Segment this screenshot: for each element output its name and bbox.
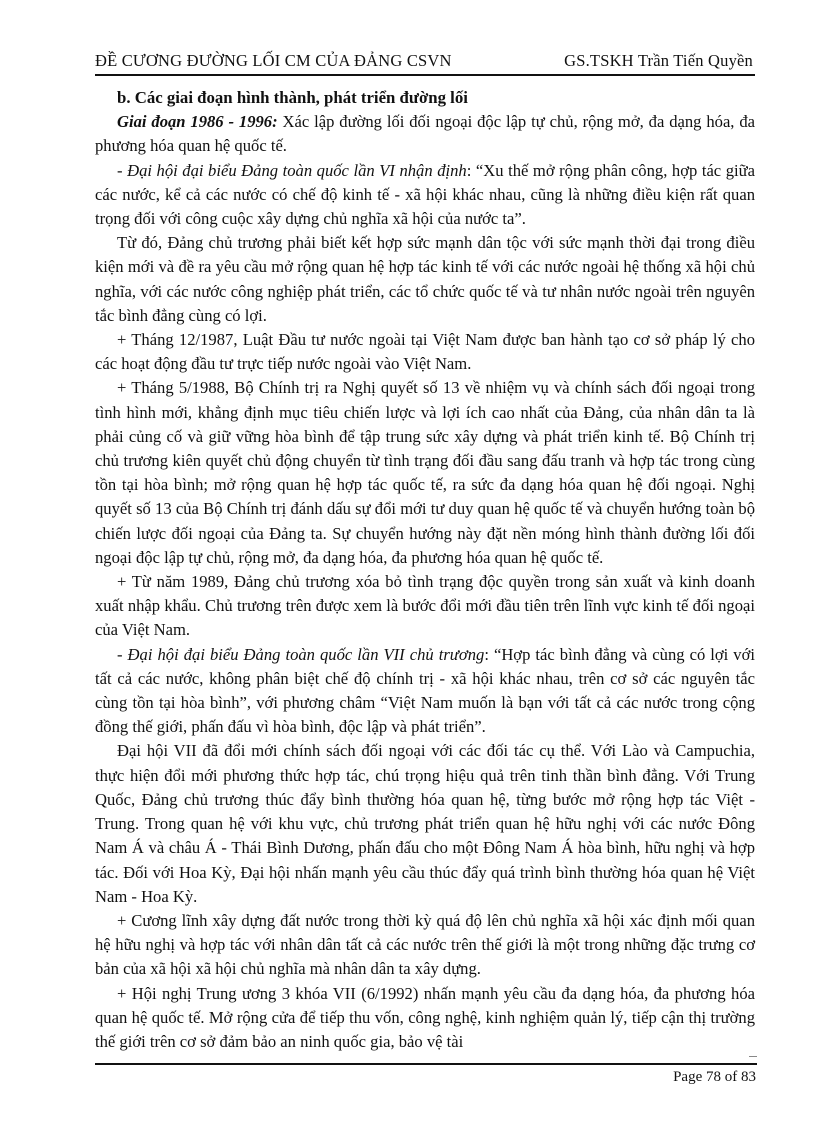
paragraph-4: + Tháng 12/1987, Luật Đầu tư nước ngoài tại Việt Nam được ban hành tạo cơ sở pháp lý cho các hoạt động đầu tư trực tiếp nước ngoài vào Việt Nam. xyxy=(95,330,755,374)
paragraph-6: + Từ năm 1989, Đảng chủ trương xóa bỏ tình trạng độc quyền trong sản xuất và kinh doanh xuất nhập khẩu. Chủ trương trên được xem là bước đổi mới đầu tiên trên lĩnh vực kinh tế đối ngoại của Việt Nam. xyxy=(95,572,755,640)
page-number: Page 78 of 83 xyxy=(673,1069,756,1085)
paragraph-9: + Cương lĩnh xây dựng đất nước trong thời kỳ quá độ lên chủ nghĩa xã hội xác định mối quan hệ hữu nghị và hợp tác với nhân dân tất cả các nước trên thế giới là một trong những đặc trưng cơ bản của xã hội xã hội chủ nghĩa mà nhân dân ta xây dựng. xyxy=(95,910,755,979)
paragraph-3: Từ đó, Đảng chủ trương phải biết kết hợp sức mạnh dân tộc với sức mạnh thời đại trong điều kiện mới và đề ra yêu cầu mở rộng quan hệ hợp tác kinh tế với các nước ngoài hệ thống xã hội chủ nghĩa, với các nước công nghiệp phát triển, các tổ chức quốc tế và tư nhân nước ngoài trên nguyên tắc bình đẳng cùng có lợi. xyxy=(95,233,755,325)
paragraph-1 xyxy=(95,110,755,158)
congress-vi-lead: - Đại hội đại biểu Đảng toàn quốc lần VI nhận định xyxy=(117,160,467,180)
paragraph-text: : “Hợp tác bình đẳng và cùng có lợi với tất cả các nước, không phân biệt chế độ chính trị - xã hội khác nhau, trên cơ sở các nguyên tắc cùng tồn tại hòa bình”, với phương châm “Việt Nam muốn là bạn với tất cả các nước trong cộng đồng thế giới, phấn đấu vì hòa bình, độc lập và phát triển”. xyxy=(95,644,755,737)
paragraph-text: Xác lập đường lối đối ngoại độc lập tự chủ, rộng mở, đa dạng hóa, đa phương hóa quan hệ quốc tế. xyxy=(95,112,756,156)
paragraph-10: + Hội nghị Trung ương 3 khóa VII (6/1992) nhấn mạnh yêu cầu đa dạng hóa, đa phương hóa quan hệ quốc tế. Mở rộng cửa để tiếp thu vốn, công nghệ, kinh nghiệm quản lý, tiếp cận thị trường thế giới trên cơ sở đảm bảo an ninh quốc gia, bảo vệ tài xyxy=(95,983,755,1051)
congress-vii-lead: - Đại hội đại biểu Đảng toàn quốc lần VII chủ trương xyxy=(117,644,485,664)
section-heading: b. Các giai đoạn hình thành, phát triển đường lối xyxy=(117,88,468,107)
footer-tick xyxy=(749,1056,757,1057)
paragraph-7 xyxy=(95,643,755,740)
paragraph-text: : “Xu thế mở rộng phân công, hợp tác giữa các nước, kể cả các nước có chế độ kinh tế - xã hội khác nhau, cũng là những điều kiện rất quan trọng đối với công cuộc xây dựng chủ nghĩa xã hội của nước ta”. xyxy=(95,160,755,229)
author-name: GS.TSKH Trần Tiến Quyền xyxy=(564,51,753,70)
paragraph-2 xyxy=(95,159,755,232)
paragraph-8: Đại hội VII đã đổi mới chính sách đối ngoại với các đối tác cụ thể. Với Lào và Campuchia, thực hiện đổi mới phương thức hợp tác, chú trọng hiệu quả trên tinh thần bình đẳng. Với Trung Quốc, Đảng chủ trương thúc đẩy bình thường hóa quan hệ, từng bước mở rộng hợp tác Việt - Trung. Trong quan hệ với khu vực, chủ trương phát triển quan hệ hữu nghị với các nước Đông Nam Á và châu Á - Thái Bình Dương, phấn đấu cho một Đông Nam Á hòa bình, hữu nghị và hợp tác. Đối với Hoa Kỳ, Đại hội nhấn mạnh yêu cầu thúc đẩy quá trình bình thường hóa quan hệ Việt Nam - Hoa Kỳ. xyxy=(95,741,755,906)
period-lead: Giai đoạn 1986 - 1996: xyxy=(117,112,278,132)
page-header xyxy=(95,48,755,76)
footer-divider xyxy=(95,1063,757,1065)
document-title: ĐỀ CƯƠNG ĐƯỜNG LỐI CM CỦA ĐẢNG CSVN xyxy=(95,51,452,70)
paragraph-5: + Tháng 5/1988, Bộ Chính trị ra Nghị quyết số 13 về nhiệm vụ và chính sách đối ngoại trong tình hình mới, khẳng định mục tiêu chiến lược và lợi ích cao nhất của Đảng, của nhân dân ta là phải củng cố và giữ vững hòa bình để tập trung sức xây dựng và phát triển kinh tế. Bộ Chính trị chủ trương kiên quyết chủ động chuyển từ tình trạng đối đầu sang đấu tranh và hợp tác trong cùng tồn tại hòa bình; mở rộng quan hệ hợp tác quốc tế, ra sức đa dạng hóa quan hệ đối ngoại. Nghị quyết số 13 của Bộ Chính trị đánh dấu sự đổi mới tư duy quan hệ quốc tế và chuyển hướng toàn bộ chiến lược đối ngoại của Đảng ta. Sự chuyển hướng này đặt nền móng hình thành đường lối đối ngoại độc lập tự chủ, rộng mở, đa dạng hóa, đa phương hóa quan hệ quốc tế. xyxy=(95,378,755,567)
document-body xyxy=(95,86,755,1054)
